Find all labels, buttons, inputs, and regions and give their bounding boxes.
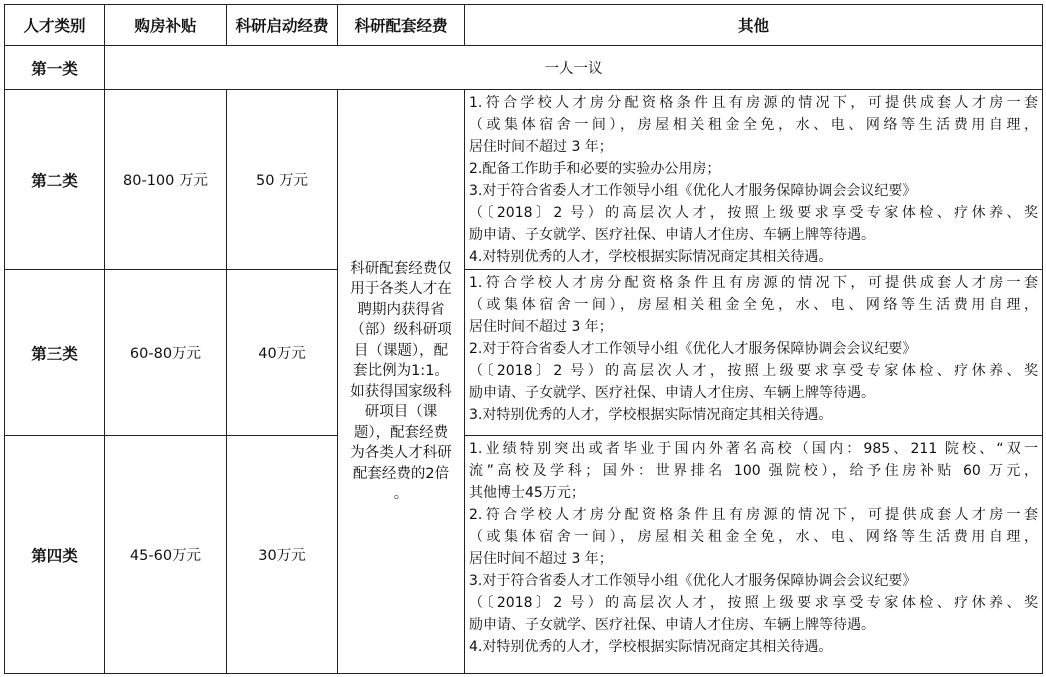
row-third-class [5, 270, 1043, 436]
research-support-line: 目（课题），配 [353, 342, 449, 359]
other-benefits-third-class [465, 270, 1043, 436]
category-second-class: 第二类 [5, 90, 105, 270]
talent-policy-table-wrapper [4, 4, 1043, 674]
benefit-line: 3.对特别优秀的人才，学校根据实际情况商定其相关待遇。 [469, 407, 833, 423]
header-research-support-fund: 科研配套经费 [338, 5, 465, 46]
research-support-line: 用于各类人才在 [350, 281, 452, 297]
benefit-line: （或集体宿舍一间），房屋相关租金全免，水、电、网络等生活费用自理， [469, 117, 1038, 133]
benefit-line: 2.对于符合省委人才工作领导小组《优化人才服务保障协调会会议纪要》 [469, 341, 917, 357]
housing-subsidy-second-class: 80-100 万元 [105, 90, 227, 270]
header-startup-fund: 科研启动经费 [227, 5, 338, 46]
research-support-line: 聘期内获得省 [357, 301, 445, 318]
housing-subsidy-fourth-class: 45-60万元 [105, 436, 227, 674]
research-support-line: 研项目（课 [364, 404, 438, 420]
benefit-line: 1.业绩特别突出或者毕业于国内外著名高校（国内：985、211 院校、“双一 [469, 441, 1038, 457]
startup-fund-third-class: 40万元 [227, 270, 338, 436]
research-support-line: 科研配套经费仅 [350, 260, 452, 277]
startup-fund-second-class: 50 万元 [227, 90, 338, 270]
other-benefits-second-class [465, 90, 1043, 270]
header-talent-category: 人才类别 [5, 5, 105, 46]
talent-policy-table [4, 4, 1043, 674]
benefit-line: （或集体宿舍一间），房屋相关租金全免，水、电、网络等生活费用自理， [469, 297, 1038, 313]
benefit-line: 励申请、子女就学、医疗社保、申请人才住房、车辆上牌等待遇。 [469, 385, 875, 401]
row-fourth-class [5, 436, 1043, 674]
benefit-line: 3.对于符合省委人才工作领导小组《优化人才服务保障协调会会议纪要》 [469, 573, 917, 589]
benefit-line: 其他博士45万元； [469, 485, 585, 501]
header-row [5, 5, 1043, 46]
category-fourth-class: 第四类 [5, 436, 105, 674]
benefit-line: 4.对特别优秀的人才，学校根据实际情况商定其相关待遇。 [469, 249, 833, 265]
research-support-line: 题），配套经费 [353, 424, 449, 441]
research-support-line: 套比例为1:1。 [353, 363, 449, 379]
header-housing-subsidy: 购房补贴 [105, 5, 227, 46]
first-class-note: 一人一议 [105, 46, 1043, 90]
research-support-line: 配套经费的2倍 [352, 465, 450, 482]
research-support-line: 为各类人才科研 [350, 445, 452, 461]
benefit-line: （〔2018〕2 号）的高层次人才，按照上级要求享受专家体检、疗休养、奖 [469, 205, 1038, 221]
benefit-line: 居住时间不超过 3 年； [469, 139, 613, 155]
research-support-line: （部）级科研项 [350, 322, 452, 338]
row-second-class [5, 90, 1043, 270]
benefit-line: （或集体宿舍一间），房屋相关租金全免，水、电、网络等生活费用自理， [469, 529, 1038, 545]
benefit-line: 励申请、子女就学、医疗社保、申请人才住房、车辆上牌等待遇。 [469, 617, 875, 633]
header-other: 其他 [465, 5, 1043, 46]
research-support-line: 。 [393, 486, 409, 502]
benefit-line: 居住时间不超过 3 年； [469, 319, 613, 335]
benefit-line: 励申请、子女就学、医疗社保、申请人才住房、车辆上牌等待遇。 [469, 227, 875, 243]
row-first-class [5, 46, 1043, 90]
benefit-line: 1.符合学校人才房分配资格条件且有房源的情况下，可提供成套人才房一套 [469, 275, 1038, 291]
housing-subsidy-third-class: 60-80万元 [105, 270, 227, 436]
research-support-note [338, 90, 465, 674]
category-third-class: 第三类 [5, 270, 105, 436]
benefit-line: 3.对于符合省委人才工作领导小组《优化人才服务保障协调会会议纪要》 [469, 183, 917, 199]
benefit-line: （〔2018〕2 号）的高层次人才，按照上级要求享受专家体检、疗休养、奖 [469, 363, 1038, 379]
category-first-class: 第一类 [5, 46, 105, 90]
benefit-line: （〔2018〕2 号）的高层次人才，按照上级要求享受专家体检、疗休养、奖 [469, 595, 1038, 611]
benefit-line: 4.对特别优秀的人才，学校根据实际情况商定其相关待遇。 [469, 639, 833, 655]
other-benefits-fourth-class [465, 436, 1043, 674]
benefit-line: 1.符合学校人才房分配资格条件且有房源的情况下，可提供成套人才房一套 [469, 95, 1038, 111]
startup-fund-fourth-class: 30万元 [227, 436, 338, 674]
benefit-line: 2.配备工作助手和必要的实验办公用房； [469, 161, 721, 177]
benefit-line: 流”高校及学科；国外：世界排名 100 强院校），给予住房补贴 60 万元， [469, 463, 1038, 479]
benefit-line: 居住时间不超过 3 年； [469, 551, 613, 567]
benefit-line: 2.符合学校人才房分配资格条件且有房源的情况下，可提供成套人才房一套 [469, 507, 1038, 523]
research-support-line: 如获得国家级科 [350, 383, 452, 400]
